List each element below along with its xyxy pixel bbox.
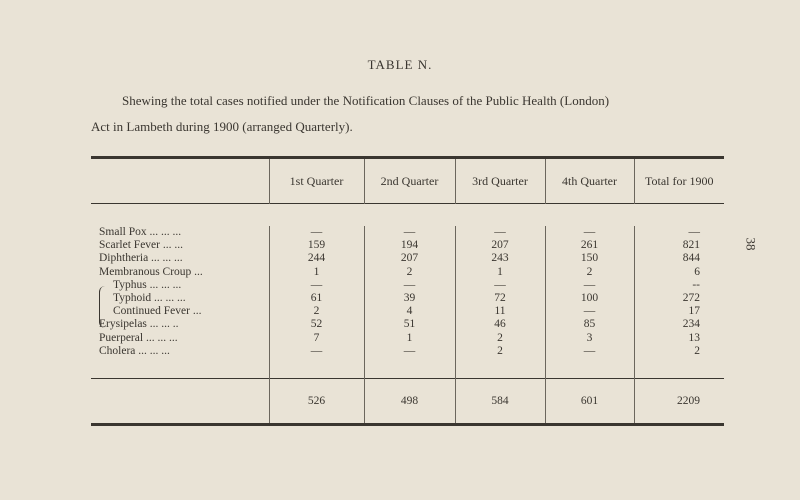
table-row [91, 318, 724, 331]
total-cell: 584 [455, 379, 545, 425]
col-header: 3rd Quarter [455, 159, 545, 204]
table-row [91, 332, 724, 345]
disease-name: Membranous Croup ... [99, 265, 203, 278]
quarter-cell: 150 [545, 252, 634, 265]
quarter-cell: 4 [364, 305, 455, 318]
quarter-cell: 51 [364, 318, 455, 331]
table-row [91, 345, 724, 358]
quarter-cell: — [364, 345, 455, 358]
quarter-cell: 2 [364, 266, 455, 279]
quarter-cell: — [455, 226, 545, 239]
row-total-cell: 17 [634, 305, 724, 318]
disease-name: Typhoid ... ... ... [113, 292, 186, 305]
table-row [91, 292, 724, 305]
quarter-cell: 2 [455, 345, 545, 358]
quarter-cell: 1 [455, 266, 545, 279]
table-row [91, 239, 724, 252]
total-cell: 601 [545, 379, 634, 425]
row-total-cell: 844 [634, 252, 724, 265]
table-row [91, 305, 724, 318]
quarter-cell: — [269, 345, 364, 358]
quarter-cell: 11 [455, 305, 545, 318]
quarter-cell: 61 [269, 292, 364, 305]
col-header: 2nd Quarter [364, 159, 455, 204]
quarter-cell: 100 [545, 292, 634, 305]
quarter-cell: 2 [269, 305, 364, 318]
total-cell: 526 [269, 379, 364, 425]
row-total-cell: 6 [634, 266, 724, 279]
quarter-cell: 7 [269, 332, 364, 345]
quarter-cell: — [455, 279, 545, 292]
disease-name: Typhus ... ... ... [113, 278, 182, 291]
quarter-cell: 1 [269, 266, 364, 279]
total-cell: 498 [364, 379, 455, 425]
quarter-cell: — [269, 279, 364, 292]
row-total-cell: 13 [634, 332, 724, 345]
quarter-cell: 2 [545, 266, 634, 279]
quarter-cell: 72 [455, 292, 545, 305]
table-row [91, 252, 724, 265]
totals-label-blank [91, 379, 269, 425]
table-row [91, 266, 724, 279]
quarter-cell: 46 [455, 318, 545, 331]
row-total-cell: — [634, 226, 724, 239]
quarter-cell: 3 [545, 332, 634, 345]
quarter-cell: 244 [269, 252, 364, 265]
quarter-cell: — [545, 226, 634, 239]
quarter-cell: 159 [269, 239, 364, 252]
col-header: 4th Quarter [545, 159, 634, 204]
row-total-cell: 272 [634, 292, 724, 305]
disease-name: Continued Fever ... [113, 305, 202, 318]
disease-name: Puerperal ... ... ... [99, 331, 178, 344]
notification-table [91, 156, 724, 426]
disease-name: Diphtheria ... ... ... [99, 252, 183, 265]
quarter-cell: — [545, 279, 634, 292]
header-row [91, 159, 724, 204]
quarter-cell: 52 [269, 318, 364, 331]
quarter-cell: 207 [455, 239, 545, 252]
grand-total-cell: 2209 [634, 379, 724, 425]
disease-name: Erysipelas ... ... .. [99, 318, 179, 331]
intro-line-2: Act in Lambeth during 1900 (arranged Quarterly). [91, 119, 353, 134]
quarter-cell: 39 [364, 292, 455, 305]
row-total-cell: 2 [634, 345, 724, 358]
quarter-cell: — [269, 226, 364, 239]
row-total-cell: 821 [634, 239, 724, 252]
quarter-cell: — [545, 305, 634, 318]
quarter-cell: 85 [545, 318, 634, 331]
page-number: 38 [743, 237, 759, 251]
quarter-cell: — [545, 345, 634, 358]
disease-name: Small Pox ... ... ... [99, 226, 182, 238]
quarter-cell: 261 [545, 239, 634, 252]
quarter-cell: — [364, 279, 455, 292]
quarter-cell: 1 [364, 332, 455, 345]
disease-name: Scarlet Fever ... ... [99, 239, 183, 252]
col-header: Total for 1900 [634, 159, 724, 204]
table-row [91, 226, 724, 239]
col-header: 1st Quarter [269, 159, 364, 204]
quarter-cell: 243 [455, 252, 545, 265]
table-title: TABLE N. [367, 57, 433, 72]
quarter-cell: — [364, 226, 455, 239]
intro-line-1: Shewing the total cases notified under the Notification Clauses of the Public Health (London) [122, 93, 610, 108]
disease-name: Cholera ... ... ... [99, 344, 170, 357]
quarter-cell: 2 [455, 332, 545, 345]
quarter-cell: 194 [364, 239, 455, 252]
table-row [91, 279, 724, 292]
totals-row [91, 379, 724, 425]
header-blank [91, 159, 269, 204]
row-total-cell: -- [634, 279, 724, 292]
row-total-cell: 234 [634, 318, 724, 331]
quarter-cell: 207 [364, 252, 455, 265]
